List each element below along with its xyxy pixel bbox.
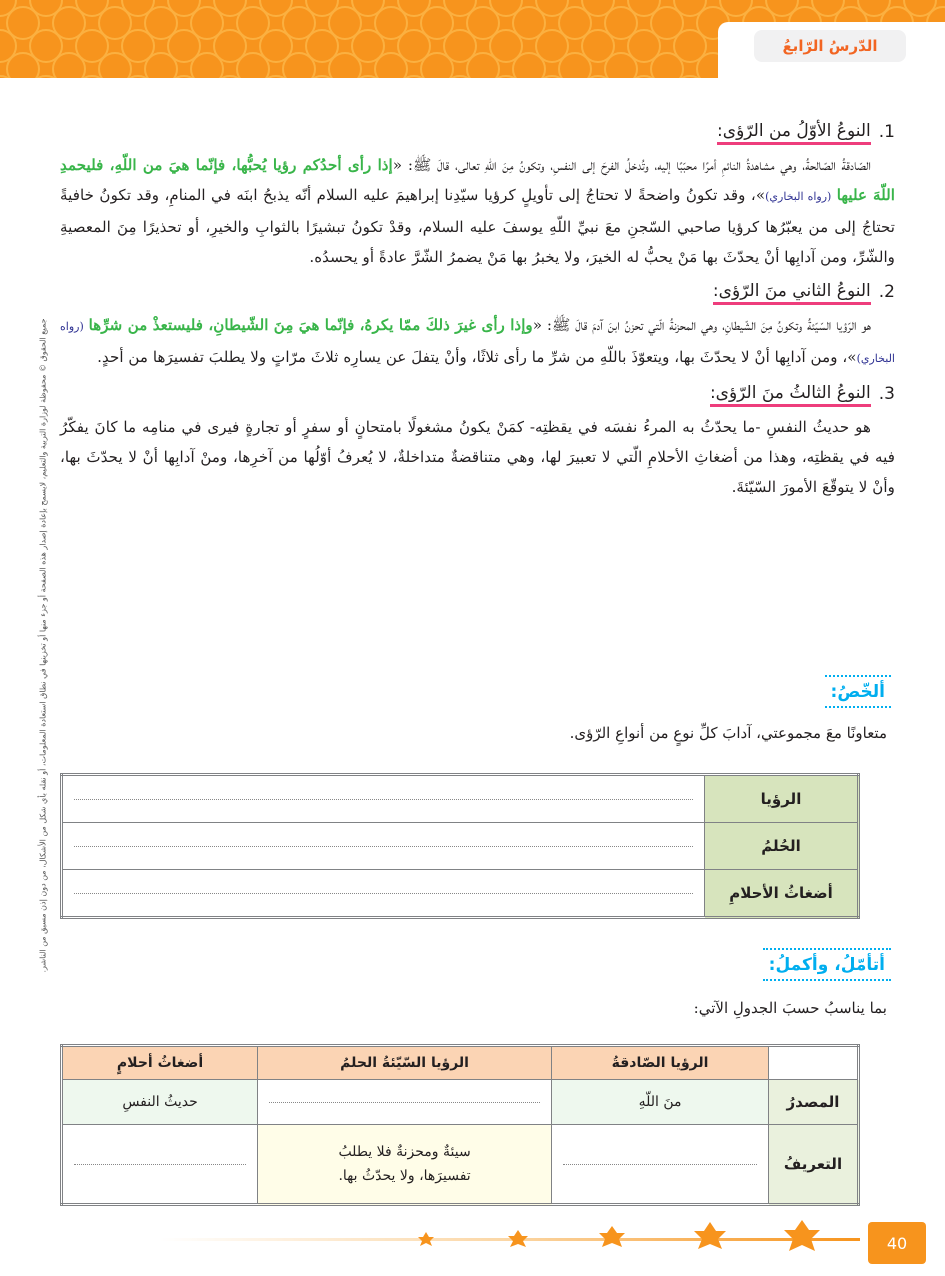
- column-header: أضغاثُ أحلامٍ: [62, 1046, 258, 1080]
- summary-instruction: متعاونًا معَ مجموعتي، آدابَ كلِّ نوعٍ من أنواعِ الرّؤى.: [569, 724, 887, 742]
- section-2-text-b: »، ومن آدابِها أنْ لا يحدّثَ بها، ويتعوّذَ باللّهِ من شرِّ ما رأى ثلاثًا، وأنْ يتفلَ عن يسارِه ثلاثَ مرّاتٍ ولا يطلبَ تفسيرَها من أحدٍ.: [97, 348, 857, 366]
- section-3-title: النوعُ الثالثُ منَ الرّؤى:: [709, 383, 871, 403]
- star-icon: [694, 1222, 726, 1249]
- section-1-heading: [60, 118, 895, 146]
- star-icon: [784, 1220, 820, 1251]
- section-2-title: النوعُ الثاني منَ الرّؤى:: [712, 281, 871, 301]
- page-number: 40: [868, 1222, 926, 1264]
- section-2-hadith: وإذا رأى غيرَ ذلكَ ممّا يكرهُ، فإنّما هيَ مِنَ الشّيطانِ، فليستعذْ من شرِّها: [88, 316, 533, 334]
- answer-field[interactable]: [552, 1125, 769, 1205]
- section-2-text-a: هو الرّؤيا السّيّئةُ وتكونُ مِنَ الشّيطانِ، وهي المحزنةُ الّتي تحزنُ ابنَ آدمَ قالَ ﷺ: «: [532, 316, 872, 334]
- reflect-title: أتأمّلُ، وأكملُ:: [767, 955, 887, 979]
- section-3-text: هو حديثُ النفسِ -ما يحدّثُ به المرءُ نفسَه في يقظتِه- كمَنْ يكونُ مشغولًا بامتحانٍ أو سفرٍ أو تجارةٍ فيرى في منامِه ما كانَ يفكّرُ فيه في يقظتِه، وهذا من أضغاثِ الأحلامِ الّتي لا تعبيرَ لها، وهي متناقضةٌ متداخلةٌ، لا يُعرفُ أوّلُها من آخرِها، ومنْ آدابِها أنْ لا يحدّثَ بها، وأنْ لا يتوقّعَ الأمورَ السّيّئةَ.: [60, 418, 895, 496]
- lesson-label: الدّرسُ الرّابعُ: [754, 30, 906, 62]
- table-row: [62, 1125, 859, 1205]
- definition-sayyia: [258, 1125, 552, 1205]
- summary-row-label: الحُلمُ: [705, 823, 859, 870]
- section-1-reference: (رواه البخاري): [765, 190, 832, 203]
- table-row: [62, 870, 859, 918]
- table-header-row: [62, 1046, 859, 1080]
- definition-line-1: سيئةٌ ومحزنةٌ فلا يطلبُ: [338, 1144, 471, 1160]
- section-2-heading: [60, 278, 895, 306]
- source-sadiqa: منَ اللّهِ: [552, 1080, 769, 1125]
- section-1-hadith: إذا رأى أحدُكم رؤيا يُحبُّها، فإنّما هيَ من اللّهِ، فليحمدِ اللّهَ عليها: [60, 156, 896, 204]
- summary-section: [60, 682, 895, 742]
- star-icon: [599, 1226, 625, 1247]
- section-1-text-b: »، وقد تكونُ واضحةً لا تحتاجُ إلى تأويلٍ كرؤيا سيّدِنا إبراهيمَ عليه السلام أنّه يذبحُ ابنَه في المنامِ، وقد تكونُ خافيةً تحتاجُ إلى من يعبّرُها كرؤيا صاحبي السّجنِ معَ نبيِّ اللّهِ يوسفَ عليه السلام، وقدْ تكونُ تبشيرًا بالثوابِ والخيرِ، أو تحذيرًا مِنَ المعصيةِ والشّرِّ، ومن آدابِها أنْ يحدّثَ بها مَنْ يحبُّ له الخيرَ، ولا يخبرُ بها مَنْ يضمرُ الشّرَّ عادةً أو يحسدُه.: [60, 186, 895, 266]
- section-3-paragraph: [60, 412, 895, 502]
- section-2-paragraph: [60, 310, 895, 374]
- lesson-body: [60, 118, 895, 508]
- row-label-definition: التعريفُ: [769, 1125, 859, 1205]
- copyright-note: [34, 300, 52, 1000]
- answer-field[interactable]: [62, 1125, 258, 1205]
- footer-stars: [400, 1220, 870, 1260]
- section-1-paragraph: [60, 150, 895, 272]
- source-adghath: حديثُ النفسِ: [62, 1080, 258, 1125]
- answer-field[interactable]: [62, 775, 705, 823]
- column-header: الرؤيا السّيّئةُ الحلمُ: [258, 1046, 552, 1080]
- reflect-table: [60, 1044, 860, 1206]
- summary-table: [60, 773, 860, 919]
- answer-field[interactable]: [62, 870, 705, 918]
- section-2-number: 2.: [878, 282, 895, 302]
- table-row: [62, 775, 859, 823]
- reflect-instruction: بما يناسبُ حسبَ الجدولِ الآتي:: [693, 999, 887, 1017]
- star-icon: [418, 1232, 434, 1246]
- answer-field[interactable]: [258, 1080, 552, 1125]
- row-label-source: المصدرُ: [769, 1080, 859, 1125]
- table-row: [62, 823, 859, 870]
- section-1-text-a: الصّادقةُ الصّالحةُ، وهي مشاهدةُ النائمِ أمرًا محبّبًا إليه، وتُدخلُ الفرحَ إلى النفسِ، وتكونُ مِنَ اللّهِ تعالى، قالَ ﷺ: «: [392, 156, 871, 174]
- summary-title: ألخّصُ:: [829, 682, 887, 706]
- summary-row-label: أضغاثُ الأحلامِ: [705, 870, 859, 918]
- summary-row-label: الرؤيا: [705, 775, 859, 823]
- section-1-number: 1.: [878, 122, 895, 142]
- copyright-text: جميع الحقوق © محفوظة لوزارة التربية والتعليم، لايسمح بإعادة إصدار هذه الصفحة أو جزء منها أو تخزينها في نطاق استعادة المعلومات، أو نقله بأي شكل من الأشكال، من دون إذن مسبق من الناشر.: [38, 318, 48, 973]
- column-header: الرؤيا الصّادقةُ: [552, 1046, 769, 1080]
- star-icon: [508, 1230, 528, 1247]
- answer-field[interactable]: [62, 823, 705, 870]
- reflect-section: [60, 955, 895, 1017]
- definition-line-2: تفسيرَها، ولا يحدّثُ بها.: [338, 1168, 471, 1184]
- section-2-reference: (رواه البخاري): [60, 320, 895, 365]
- table-row: [62, 1080, 859, 1125]
- corner-cell: [769, 1046, 859, 1080]
- section-3-number: 3.: [878, 384, 895, 404]
- section-1-title: النوعُ الأوّلُ من الرّؤى:: [717, 121, 871, 141]
- section-3-heading: [60, 380, 895, 408]
